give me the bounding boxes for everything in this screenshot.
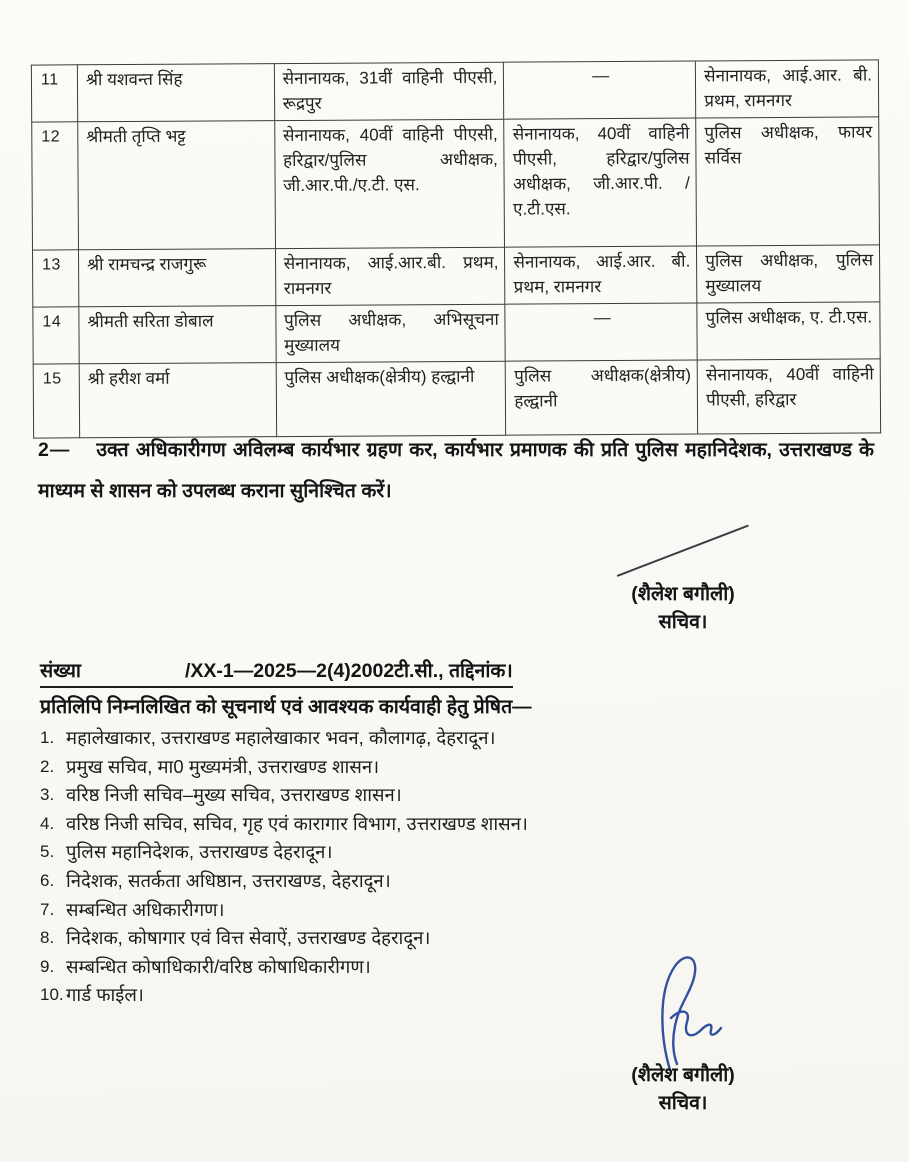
copy-distribution-heading: प्रतिलिपि निम्नलिखित को सूचनार्थ एवं आवश्यक कार्यवाही हेतु प्रेषित— [40, 696, 532, 718]
cell-current-posting: सेनानायक, 31वीं वाहिनी पीएसी, रूद्रपुर [274, 62, 504, 120]
cell-additional-charge: सेनानायक, 40वीं वाहिनी पीएसी, हरिद्वार/पुलिस अधीक्षक, जी.आर.पी. /ए.टी.एस. [504, 118, 697, 247]
list-item [40, 724, 760, 753]
list-item-number: 1. [40, 728, 55, 747]
paragraph-number: 2— [38, 439, 71, 461]
list-item-text: निदेशक, कोषागार एवं वित्त सेवाऐं, उत्तराखण्ड देहरादून। [66, 927, 431, 949]
cell-serial: 12 [32, 122, 79, 250]
cell-officer-name: श्री यशवन्त सिंह [77, 64, 274, 122]
reference-number-line [40, 656, 513, 688]
list-item-number: 7. [40, 899, 55, 919]
table-row [31, 60, 878, 122]
signatory-title: सचिव। [658, 611, 708, 633]
table-row [33, 302, 880, 364]
list-item [40, 838, 760, 867]
cell-officer-name: श्री रामचन्द्र राजगुरू [78, 249, 275, 307]
list-item-number: 4. [40, 813, 55, 833]
reference-number: /XX-1—2025—2(4)2002टी.सी., तद्दिनांक। [184, 660, 513, 682]
list-item-number: 5. [40, 842, 55, 862]
list-item [40, 896, 760, 925]
cell-serial: 11 [31, 65, 77, 122]
list-item [40, 810, 760, 839]
table-row [33, 359, 880, 438]
table-row [32, 117, 880, 250]
handwritten-signature-icon [645, 952, 745, 1074]
cell-new-posting: सेनानायक, आई.आर. बी. प्रथम, रामनगर [696, 60, 879, 118]
cell-additional-charge: पुलिस अधीक्षक(क्षेत्रीय) हल्द्वानी [506, 360, 698, 435]
list-item-number: 6. [40, 870, 55, 890]
list-item [40, 867, 760, 896]
cell-additional-charge: — [504, 61, 696, 119]
signature-block-bottom [588, 1062, 778, 1118]
cell-current-posting: पुलिस अधीक्षक(क्षेत्रीय) हल्द्वानी [276, 361, 506, 436]
transfer-table [31, 59, 881, 438]
cell-officer-name: श्रीमती सरिता डोबाल [79, 306, 276, 364]
list-item-number: 3. [40, 785, 55, 805]
list-item [40, 924, 760, 953]
cell-new-posting: पुलिस अधीक्षक, ए. टी.एस. [697, 302, 880, 360]
list-item-number: 10. [40, 985, 64, 1005]
cell-serial: 14 [33, 307, 79, 364]
signature-stroke [617, 525, 749, 578]
cell-current-posting: सेनानायक, 40वीं वाहिनी पीएसी, हरिद्वार/पुलिस अधीक्षक, जी.आर.पी./ए.टी. एस. [274, 119, 505, 248]
signatory-title: सचिव। [658, 1092, 708, 1114]
cell-additional-charge: सेनानायक, आई.आर. बी. प्रथम, रामनगर [505, 246, 697, 304]
list-item-text: सम्बन्धित अधिकारीगण। [66, 898, 225, 920]
list-item-text: वरिष्ठ निजी सचिव, सचिव, गृह एवं कारागार विभाग, उत्तराखण्ड शासन। [66, 812, 528, 834]
list-item-text: वरिष्ठ निजी सचिव–मुख्य सचिव, उत्तराखण्ड शासन। [66, 784, 402, 806]
list-item [40, 753, 760, 782]
list-item-number: 9. [40, 956, 55, 976]
signatory-name: (शैलेश बगौली) [631, 1064, 735, 1086]
instruction-paragraph [38, 430, 874, 512]
cell-new-posting: पुलिस अधीक्षक, फायर सर्विस [696, 117, 880, 246]
list-item-number: 2. [40, 756, 55, 776]
signature-block-top [588, 581, 778, 637]
list-item-number: 8. [40, 928, 55, 948]
cell-serial: 13 [32, 250, 78, 307]
list-item-text: महालेखाकार, उत्तराखण्ड महालेखाकार भवन, कौलागढ़, देहरादून। [66, 727, 496, 748]
cell-additional-charge: — [505, 303, 697, 361]
list-item-text: प्रमुख सचिव, मा0 मुख्यमंत्री, उत्तराखण्ड शासन। [66, 755, 380, 777]
table-row [32, 245, 879, 307]
list-item-text: निदेशक, सतर्कता अधिष्ठान, उत्तराखण्ड, देहरादून। [66, 869, 391, 891]
reference-label: संख्या [40, 660, 81, 682]
cell-officer-name: श्री हरीश वर्मा [79, 363, 276, 438]
cell-new-posting: पुलिस अधीक्षक, पुलिस मुख्यालय [697, 245, 880, 303]
cell-current-posting: पुलिस अधीक्षक, अभिसूचना मुख्यालय [275, 304, 505, 362]
paragraph-text: उक्त अधिकारीगण अविलम्ब कार्यभार ग्रहण कर, कार्यभार प्रमाणक की प्रति पुलिस महानिदेशक, उत्तराखण्ड के माध्यम से शासन को उपलब्ध कराना सुनिश्चित करें। [38, 439, 874, 502]
list-item-text: सम्बन्धित कोषाधिकारी/वरिष्ठ कोषाधिकारीगण। [66, 955, 371, 977]
cell-current-posting: सेनानायक, आई.आर.बी. प्रथम, रामनगर [275, 247, 505, 305]
cell-officer-name: श्रीमती तृप्ति भट्ट [78, 121, 275, 250]
list-item-text: पुलिस महानिदेशक, उत्तराखण्ड देहरादून। [66, 841, 333, 863]
list-item [40, 781, 760, 810]
cell-serial: 15 [33, 364, 79, 438]
list-item-text: गार्ड फाईल। [66, 984, 144, 1006]
signatory-name: (शैलेश बगौली) [631, 583, 735, 605]
cell-new-posting: सेनानायक, 40वीं वाहिनी पीएसी, हरिद्वार [697, 359, 880, 434]
